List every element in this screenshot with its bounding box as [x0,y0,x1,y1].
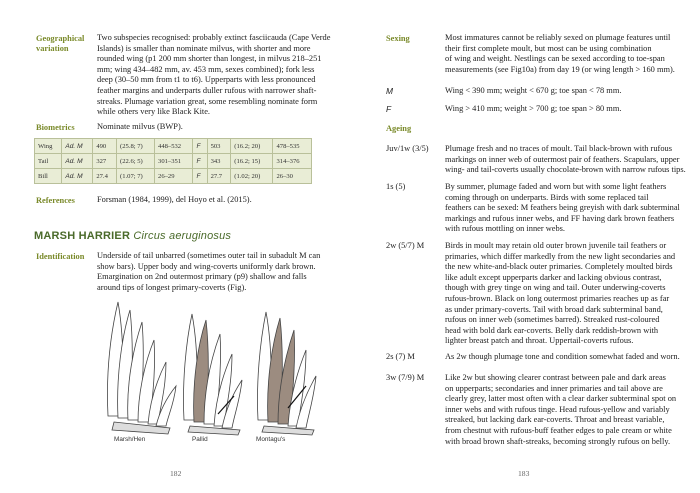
geo-line: while others very like Black Kite. [97,107,211,117]
biometrics-text: Nominate milvus (BWP). [97,122,183,131]
age-text-3w: Like 2w but showing clearer contrast between pale and dark areas on upperparts; secondaries and inner primaries and tail above are clearly grey, latter most often with a clear darker subterminal spot on inner webs and with rufous tinge. Head rufous-yellow and variably streaked, but lacking dark ear-coverts. Throat and breast variable, from chestnut with rufous-buff feather edges to pale cream or white with broad brown shaft-streaks, becoming strongly rufous on belly. [445,373,677,446]
age-label-3w: 3w (7/9) M [386,373,425,382]
biometrics-label: Biometrics [36,123,75,132]
male-text: Wing < 390 mm; weight < 670 g; toe span < 78 mm. [445,86,622,95]
id-line: Emargination on 2nd outermost primary (p9) shallow and falls [97,272,307,282]
geo-line: rounded wing (p1 200 mm shorter than longest, in milvus 218–251 [97,54,322,64]
geo-line: Two subspecies recognised: probably extinct fasciicauda (Cape Verde [97,33,331,42]
age-text-1s: By summer, plumage faded and worn but with some light feathers coming through on underparts. Birds with some replaced tail feathers can be sexed: M feathers being greyish with dark subterminal markings and rufous inner webs, and FF having dark brown feathers with rufous mottling on inner webs. [445,182,680,234]
age-label-2w: 2w (5/7) M [386,241,425,250]
geo-text [97,33,347,118]
references-text: Forsman (1984, 1999), del Hoyo et al. (2015). [97,195,252,204]
age-label-1s: 1s (5) [386,182,406,191]
wing-marsh-hen [107,302,176,434]
species-latin: Circus aeruginosus [133,230,232,242]
age-text-2s: As 2w though plumage tone and condition somewhat faded and worn. [445,352,680,361]
age-label-juv: Juv/1w (3/5) [386,144,429,153]
page-number-left: 182 [170,469,182,478]
fig-label-marsh-hen: Marsh/Hen [114,436,146,443]
biometrics-table [34,138,312,184]
references-label: References [36,196,75,205]
age-label-2s: 2s (7) M [386,352,415,361]
geo-line: streaks. Plumage variation great, some resembling nominate form [97,96,318,106]
geo-label: Geographical variation [36,34,85,53]
age-text-juv: Plumage fresh and no traces of moult. Tail black-brown with rufous markings on inner web of outermost pair of feathers. Scapulars, upper wing- and tail-coverts usually chocolate-brown with narrow rufous tips. [445,144,686,175]
sexing-text: Most immatures cannot be reliably sexed on plumage features until their first complete moult, but most can be using combination of wing and weight. Nestlings can be sexed according to toe-span measurements (see Fig10a) from day 19 (or wing length > 160 mm). [445,33,675,74]
geo-line: feather margins and underparts duller rufous with narrower shaft- [97,85,317,95]
page-number-right: 183 [518,469,530,478]
wing-montagus [257,312,316,435]
fig-label-montagus: Montagu's [256,436,286,443]
id-line: around tips of longest primary-coverts (Fig). [97,282,247,292]
wing-pallid [183,314,242,435]
fig-label-pallid: Pallid [192,436,208,443]
table-row: Tail Ad. M 327 (22.6; 5) 301–351 F 343 (16.2; 15) 314–376 [35,154,312,169]
table-row: Wing Ad. M 490 (25.8; 7) 448–532 F 503 (16.2; 20) 478–535 [35,139,312,154]
female-label: F [386,104,392,114]
id-line: Underside of tail unbarred (sometimes outer tail in subadult M can [97,251,321,260]
female-text: Wing > 410 mm; weight > 700 g; toe span > 80 mm. [445,104,622,113]
species-heading [34,230,231,242]
male-label: M [386,86,393,96]
geo-line: mm; wing 434–482 mm, av. 453 mm, sexes combined); fork less [97,64,315,74]
geo-line: deep (30–50 mm from t1 to t6). Upperparts with less pronounced [97,75,316,85]
id-line: show bars). Upper body and wing-coverts uniformly dark brown. [97,261,316,271]
ageing-label: Ageing [386,124,412,133]
age-text-2w: Birds in moult may retain old outer brown juvenile tail feathers or primaries, which differ markedly from the new light secondaries and the new white-and-black outer primaries. Completely moulted birds like adult except upperparts darker and lacking obvious contrast, though with grey tinge on wing and tail. Outer underwing-coverts rufous-brown. Black on long outermost primaries reaches up as far as under primary-coverts. Tail with broad dark subterminal band, rufous on inner web (sometimes barred). Streaked rust-coloured head with bold dark ear-coverts. Belly dark reddish-brown with lighter breast patch and throat. Uppertail-coverts rufous. [445,241,676,346]
species-title: MARSH HARRIER [34,230,131,242]
identification-label: Identification [36,252,85,261]
geo-line: Islands) is smaller than nominate milvus, with shorter and more [97,43,311,53]
sexing-label: Sexing [386,34,410,43]
table-row: Bill Ad. M 27.4 (1.07; 7) 26–29 F 27.7 (1.02; 20) 26–30 [35,169,312,184]
right-page [350,0,700,493]
wing-tip-figure [100,296,330,436]
identification-text [97,251,347,293]
